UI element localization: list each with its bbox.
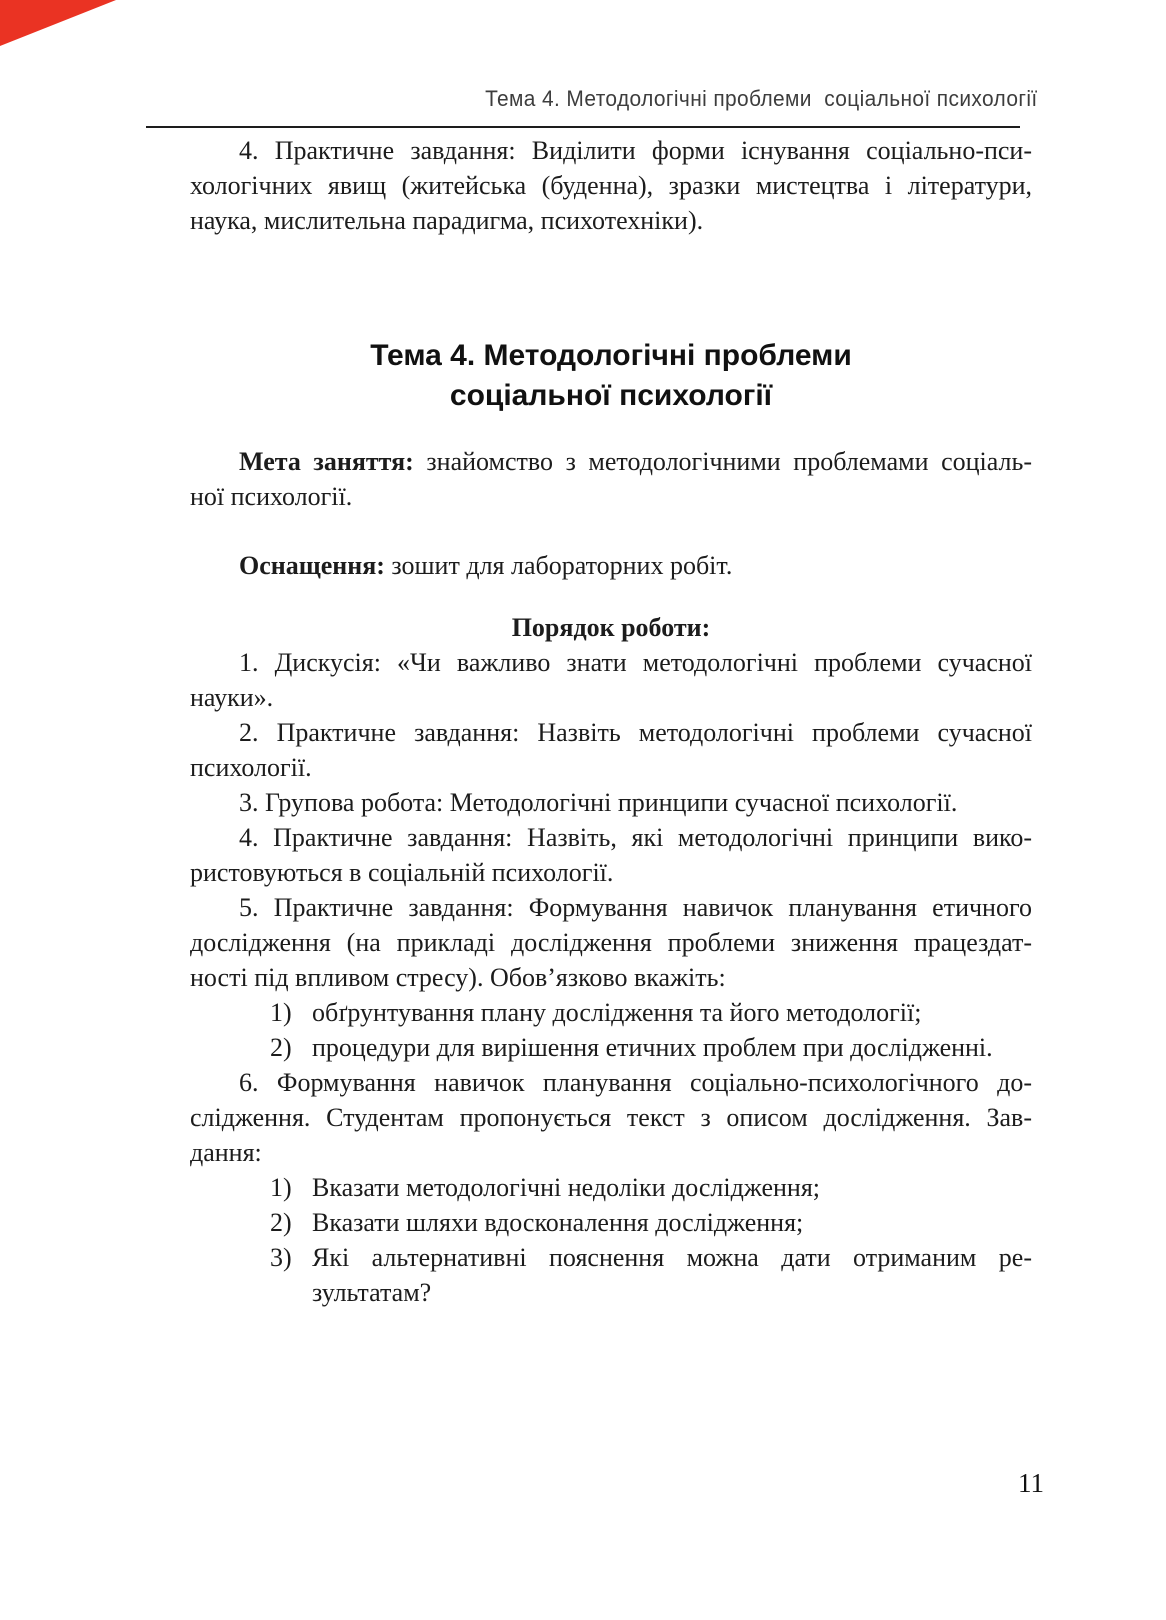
procedure-item-6 xyxy=(190,1065,1032,1170)
text-line: науки». xyxy=(190,683,274,712)
sub-item-number: 3) xyxy=(270,1243,292,1272)
text-line: зультатам? xyxy=(312,1278,432,1307)
text-line: ної психології. xyxy=(190,482,353,511)
sub-item-number: 2) xyxy=(270,1208,292,1237)
sub-item-text xyxy=(312,1240,1032,1310)
sub-item-number: 1) xyxy=(270,998,292,1027)
procedure-heading: Порядок роботи: xyxy=(511,613,711,642)
page-number: 11 xyxy=(1018,1468,1044,1498)
text-line: дання: xyxy=(190,1138,262,1167)
red-corner-marker xyxy=(0,0,116,46)
procedure-item-6-sub-1 xyxy=(190,1170,1032,1205)
procedure-item-6-sub-2 xyxy=(190,1205,1032,1240)
text-line: 2. Практичне завдання: Назвіть методологічні проблеми сучасної xyxy=(239,718,1032,747)
text-line: Вказати шляхи вдосконалення дослідження; xyxy=(312,1208,804,1237)
sub-item-number: 2) xyxy=(270,1033,292,1062)
text-line: ності під впливом стресу). Обов’язково вкажіть: xyxy=(190,963,726,992)
text-line: Вказати методологічні недоліки дослідження; xyxy=(312,1173,821,1202)
text-line: Мета заняття: знайомство з методологічними проблемами соціаль- xyxy=(239,447,1032,476)
section-title-line2: соціальної психології xyxy=(449,379,773,412)
section-title xyxy=(190,336,1032,416)
text-column xyxy=(190,0,1032,1310)
text-line: 1. Дискусія: «Чи важливо знати методологічні проблеми сучасної xyxy=(239,648,1032,677)
procedure-item-5 xyxy=(190,890,1032,995)
text-line: психології. xyxy=(190,753,312,782)
procedure-item-3 xyxy=(190,785,1032,820)
procedure-item-1 xyxy=(190,645,1032,715)
procedure-item-6-sub-3 xyxy=(190,1240,1032,1310)
procedure-item-5-sub-2 xyxy=(190,1030,1032,1065)
text-line: дослідження (на прикладі дослідження проблеми зниження працездат- xyxy=(190,928,1032,957)
sub-item-text xyxy=(312,1030,1032,1065)
section-title-line1: Тема 4. Методологічні проблеми xyxy=(370,339,852,372)
text-line: 4. Практичне завдання: Назвіть, які методологічні принципи вико- xyxy=(239,823,1032,852)
procedure-item-2 xyxy=(190,715,1032,785)
running-header: Тема 4. Методологічні проблеми соціальної психології xyxy=(485,86,1038,111)
text-line: процедури для вирішення етичних проблем при дослідженні. xyxy=(312,1033,993,1062)
text-line: ристовуються в соціальній психології. xyxy=(190,858,614,887)
text-line: хологічних явищ (житейська (буденна), зразки мистецтва і літератури, xyxy=(190,171,1032,200)
text-line: обґрунтування плану дослідження та його методології; xyxy=(312,998,922,1027)
text-line: наука, мислительна парадигма, психотехніки). xyxy=(190,206,704,235)
text-line: Оснащення: зошит для лабораторних робіт. xyxy=(239,551,733,580)
text-line: 6. Формування навичок планування соціально-психологічного до- xyxy=(239,1068,1032,1097)
text-line: 4. Практичне завдання: Виділити форми існування соціально-пси- xyxy=(239,136,1032,165)
sub-item-text xyxy=(312,1170,1032,1205)
procedure-item-5-sub-1 xyxy=(190,995,1032,1030)
intro-paragraph xyxy=(190,133,1032,238)
equipment-paragraph xyxy=(190,548,1032,583)
procedure-item-4 xyxy=(190,820,1032,890)
text-line: 3. Групова робота: Методологічні принципи сучасної психології. xyxy=(239,788,958,817)
sub-item-number: 1) xyxy=(270,1173,292,1202)
sub-item-text xyxy=(312,995,1032,1030)
text-line: Які альтернативні пояснення можна дати отриманим ре- xyxy=(312,1243,1032,1272)
lesson-goal-paragraph xyxy=(190,444,1032,514)
text-line: слідження. Студентам пропонується текст з описом дослідження. Зав- xyxy=(190,1103,1032,1132)
text-line: 5. Практичне завдання: Формування навичок планування етичного xyxy=(239,893,1032,922)
sub-item-text xyxy=(312,1205,1032,1240)
